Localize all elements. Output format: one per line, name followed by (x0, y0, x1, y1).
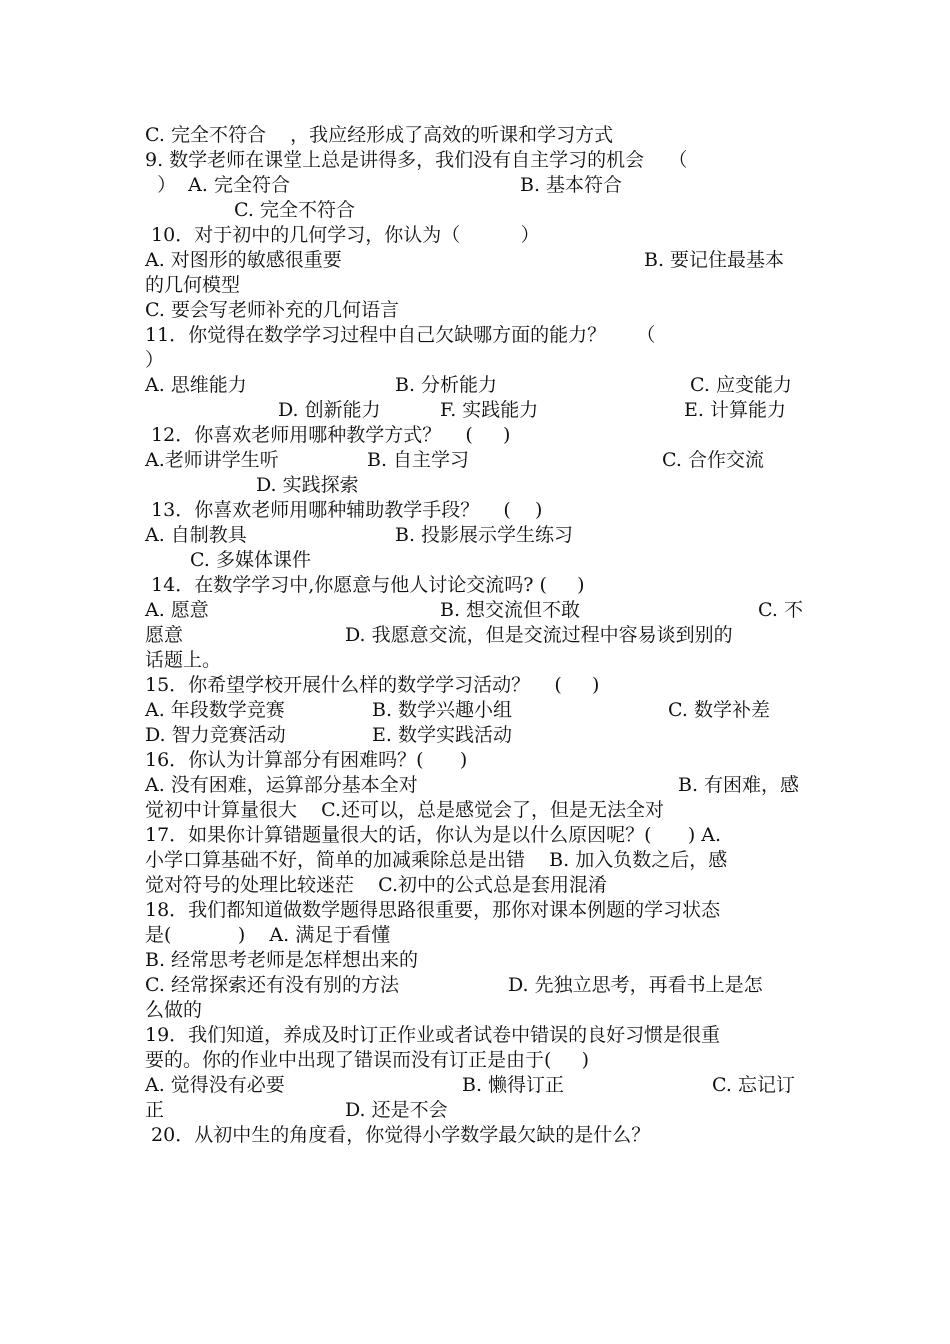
option-line: 小学口算基础不好，简单的加减乘除总是出错 B. 加入负数之后，感 (145, 849, 728, 871)
option-line: A. 对图形的敏感很重要 (145, 249, 342, 271)
option-line: C. 合作交流 (662, 449, 764, 471)
option-line: A. 觉得没有必要 (145, 1074, 285, 1096)
option-line: D. 我愿意交流，但是交流过程中容易谈到别的 (345, 624, 733, 646)
question-17: 17．如果你计算错题量很大的话，你认为是以什么原因呢？( ) A. (145, 824, 722, 846)
option-line: C. 数学补差 (668, 699, 770, 721)
option-line: B. 数学兴趣小组 (372, 699, 513, 721)
text-line: 么做的 (145, 999, 203, 1021)
option-line: B. 经常思考老师是怎样想出来的 (145, 949, 419, 971)
option-line: A.老师讲学生听 (145, 449, 279, 471)
text-line: 话题上。 (145, 649, 222, 671)
question-15: 15．你希望学校开展什么样的数学学习活动？ ( ) (145, 674, 600, 696)
question-13: 13．你喜欢老师用哪种辅助教学手段？ ( ) (145, 499, 543, 521)
text-line: ） (145, 349, 165, 371)
option-line: C. 应变能力 (690, 374, 792, 396)
option-line: 觉初中计算量很大 C.还可以，总是感觉会了，但是无法全对 (145, 799, 665, 821)
option-line: C. 忘记订 (712, 1074, 795, 1096)
option-line: C. 多媒体课件 (190, 549, 311, 571)
question-14: 14．在数学学习中,你愿意与他人讨论交流吗? ( ) (145, 574, 585, 596)
question-19: 19．我们知道，养成及时订正作业或者试卷中错误的良好习惯是很重 (145, 1024, 721, 1046)
question-11: 11．你觉得在数学学习过程中自己欠缺哪方面的能力？ （ (145, 324, 656, 346)
option-line: C. 经常探索还有没有别的方法 (145, 974, 399, 996)
option-line: D. 智力竞赛活动 (145, 724, 286, 746)
option-line: C. 完全不符合 (234, 199, 355, 221)
option-line: B. 分析能力 (395, 374, 498, 396)
option-line: A. 思维能力 (145, 374, 247, 396)
question-9: 9. 数学老师在课堂上总是讲得多，我们没有自主学习的机会 （ (145, 149, 688, 171)
option-line: B. 有困难，感 (678, 774, 800, 796)
option-line: F. 实践能力 (440, 399, 539, 421)
option-line: A. 自制教具 (145, 524, 247, 546)
option-line: A. 愿意 (145, 599, 209, 621)
option-line: B. 基本符合 (520, 174, 623, 196)
option-line: C. 要会写老师补充的几何语言 (145, 299, 399, 321)
text-line: 要的。你的作业中出现了错误而没有订正是由于( ) (145, 1049, 590, 1071)
option-line: C. 不 (758, 599, 803, 621)
question-20: 20．从初中生的角度看，你觉得小学数学最欠缺的是什么？ (145, 1124, 651, 1146)
question-12: 12．你喜欢老师用哪种教学方式？ ( ) (145, 424, 511, 446)
option-line: B. 想交流但不敢 (440, 599, 581, 621)
option-line: E. 计算能力 (684, 399, 786, 421)
option-line: D. 创新能力 (278, 399, 381, 421)
text-line: 正 (145, 1099, 165, 1121)
question-10: 10．对于初中的几何学习，你认为（ ） (145, 224, 540, 246)
option-line: D. 先独立思考，再看书上是怎 (508, 974, 763, 996)
option-line: A. 年段数学竞赛 (145, 699, 285, 721)
option-line: 是( ) A. 满足于看懂 (145, 924, 391, 946)
option-line: D. 实践探索 (256, 474, 359, 496)
option-line: B. 投影展示学生练习 (395, 524, 574, 546)
text-line: 愿意 (145, 624, 184, 646)
option-line: ） A. 完全符合 (145, 174, 290, 196)
question-16: 16．你认为计算部分有困难吗？( ) (145, 749, 468, 771)
option-line: E. 数学实践活动 (372, 724, 512, 746)
option-line: B. 要记住最基本 (644, 249, 785, 271)
text-line: C. 完全不符合 ，我应经形成了高效的听课和学习方式 (145, 124, 614, 146)
text-line: 的几何模型 (145, 274, 241, 296)
option-line: A. 没有困难，运算部分基本全对 (145, 774, 418, 796)
option-line: 觉对符号的处理比较迷茫 C.初中的公式总是套用混淆 (145, 874, 608, 896)
question-18: 18．我们都知道做数学题得思路很重要，那你对课本例题的学习状态 (145, 899, 721, 921)
option-line: B. 自主学习 (367, 449, 470, 471)
option-line: D. 还是不会 (345, 1099, 448, 1121)
option-line: B. 懒得订正 (462, 1074, 565, 1096)
